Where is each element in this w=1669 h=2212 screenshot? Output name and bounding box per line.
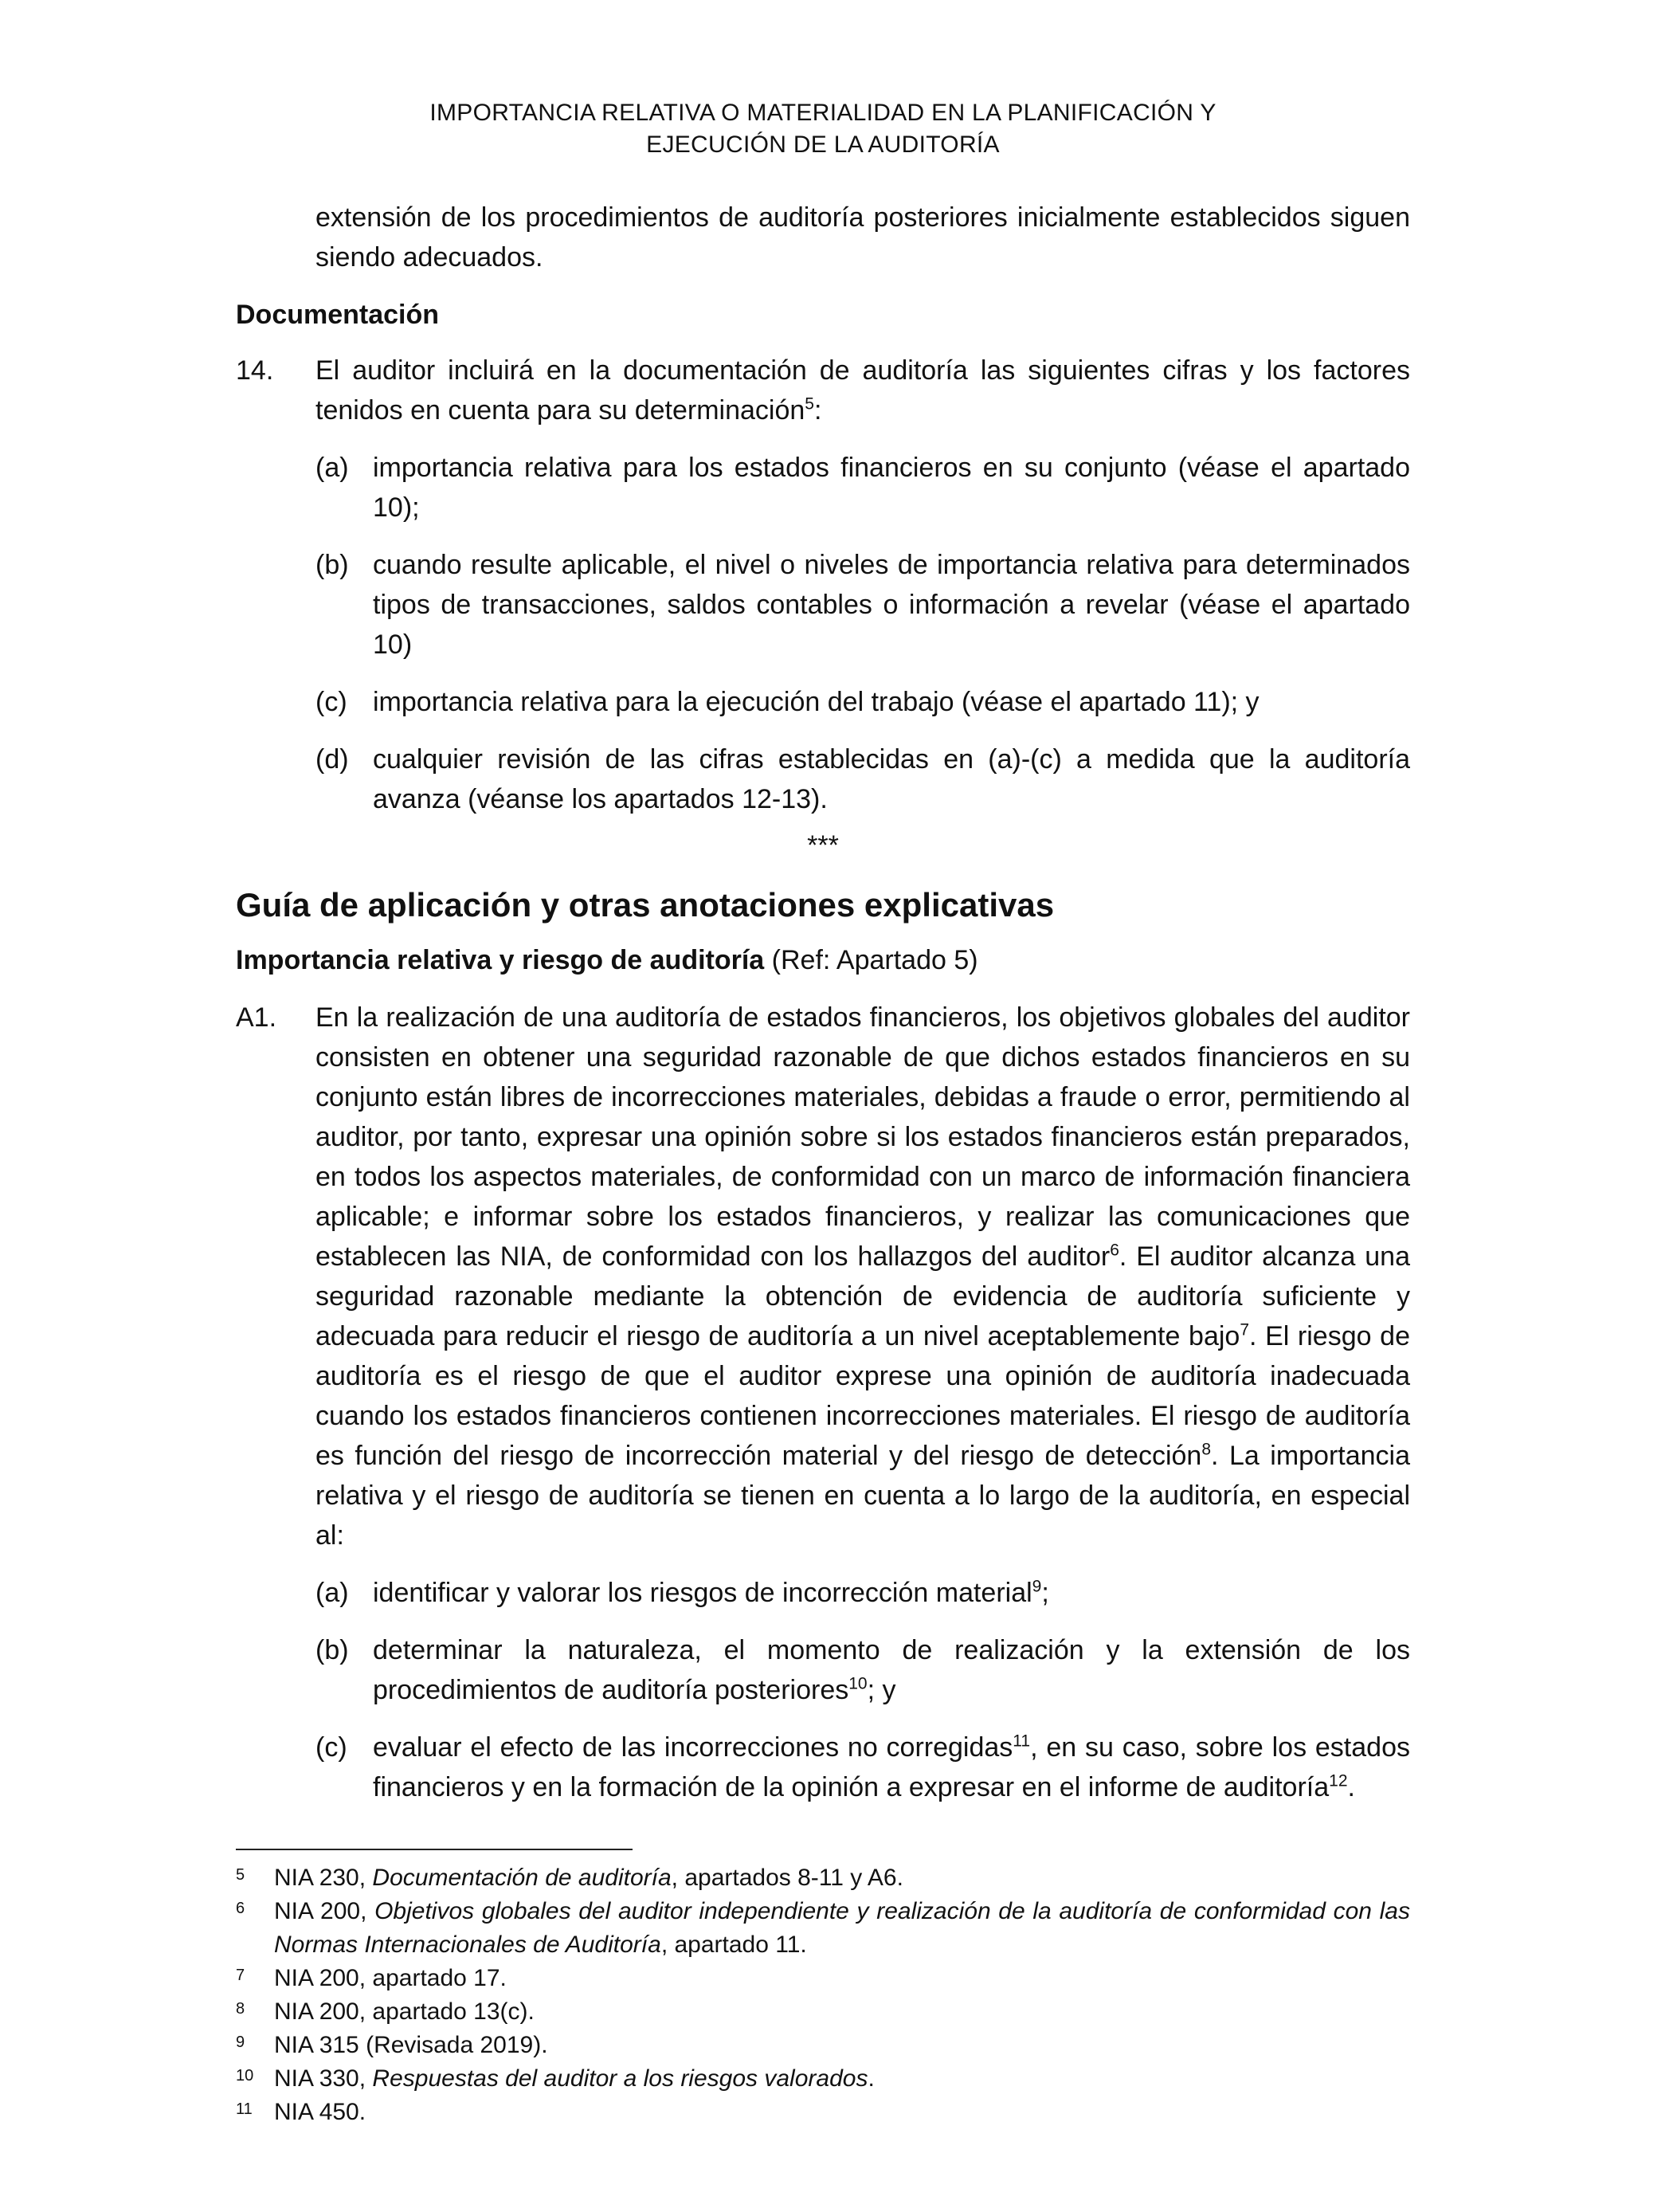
footnote	[236, 2029, 1410, 2062]
list-item-label: (c)	[315, 687, 347, 717]
footnote-text-plain: NIA 200,	[274, 1898, 375, 1924]
list-item	[315, 682, 1410, 722]
list-item	[315, 545, 1410, 665]
footnote-number: 9	[236, 2034, 245, 2051]
footnote-text-plain: , apartado 11.	[660, 1932, 807, 1958]
footnote-ref-10[interactable]: 10	[848, 1674, 868, 1693]
paragraph-a1-part: . El auditor alcanza una seguridad razonable mediante la obtención de evidencia de auditoría suficiente y adecuada para reducir el riesgo de auditoría a un nivel aceptablemente bajo	[315, 1241, 1410, 1351]
list-item-label: (b)	[315, 550, 349, 580]
footnote-number: 5	[236, 1866, 245, 1884]
list-item-label: (a)	[315, 1578, 349, 1608]
list-item-label: (d)	[315, 744, 349, 775]
paragraph-14-body: El auditor incluirá en la documentación de auditoría las siguientes cifras y los factores tenidos en cuenta para su determinación	[315, 355, 1410, 426]
footnote-number: 10	[236, 2067, 254, 2085]
footnote-divider	[236, 1849, 633, 1850]
footnote-number: 8	[236, 2000, 245, 2018]
paragraph-a1-part: . El riesgo de auditoría es el riesgo de que el auditor exprese una opinión de auditoría inadecuada cuando los estados financieros contienen incorrecciones materiales. El riesgo de auditoría es función del riesgo de incorrección material y del riesgo de detección	[315, 1321, 1410, 1471]
subheading-importancia	[236, 940, 1410, 980]
header-line-2: EJECUCIÓN DE LA AUDITORÍA	[646, 131, 1000, 158]
list-item	[315, 1630, 1410, 1710]
list-item-tail: ; y	[867, 1675, 896, 1705]
footnote	[236, 2062, 1410, 2096]
list-item-label: (b)	[315, 1635, 349, 1665]
footnote-ref-8[interactable]: 8	[1201, 1440, 1212, 1459]
footnote-ref-11[interactable]: 11	[1013, 1732, 1031, 1751]
footnote-text	[274, 1895, 1410, 1962]
footnote-text	[274, 2062, 1410, 2096]
paragraph-a1-part: En la realización de una auditoría de estados financieros, los objetivos globales del auditor consisten en obtener una seguridad razonable de que dichos estados financieros en su conjunto están libres de incorrecciones materiales, debidas a fraude o error, permitiendo al auditor, por tanto, expresar una opinión sobre si los estados financieros están preparados, en todos los aspectos materiales, de conformidad con un marco de información financiera aplicable; e informar sobre los estados financieros, y realizar las comunicaciones que establecen las NIA, de conformidad con los hallazgos del auditor	[315, 1002, 1410, 1272]
footnote-ref-12[interactable]: 12	[1329, 1771, 1348, 1790]
footnote-text-plain: NIA 230,	[274, 1865, 373, 1891]
list-item-text: cualquier revisión de las cifras establecidas en (a)-(c) a medida que la auditoría avanza (véanse los apartados 12-13).	[373, 744, 1410, 814]
footnote	[236, 1995, 1410, 2029]
footnote-text-plain: NIA 315 (Revisada 2019).	[274, 2032, 548, 2058]
footnote-text-plain: NIA 200, apartado 13(c).	[274, 1998, 535, 2025]
subheading-ref: (Ref: Apartado 5)	[764, 945, 978, 975]
paragraph-14	[236, 351, 1410, 430]
footnotes	[236, 1861, 1410, 2129]
list-item-label: (c)	[315, 1732, 347, 1763]
list-item-text	[373, 1630, 1410, 1710]
footnote-number: 7	[236, 1967, 245, 1984]
footnote-ref-5[interactable]: 5	[805, 394, 814, 414]
footnote-ref-6[interactable]: 6	[1110, 1241, 1119, 1260]
list-item-body: evaluar el efecto de las incorrecciones no corregidas	[373, 1732, 1013, 1763]
footnote-text-plain: NIA 330,	[274, 2065, 373, 2092]
footnote-text	[274, 1861, 1410, 1895]
footnote	[236, 1895, 1410, 1962]
footnote	[236, 2096, 1410, 2129]
paragraph-a1-part: . La importancia relativa y el riesgo de auditoría se tienen en cuenta a lo largo de la auditoría, en especial al:	[315, 1441, 1411, 1551]
footnote-number: 11	[236, 2100, 253, 2118]
footnote-number: 6	[236, 1900, 245, 1917]
footnote-ref-9[interactable]: 9	[1032, 1577, 1042, 1596]
footnote-ref-7[interactable]: 7	[1240, 1320, 1249, 1339]
list-item	[315, 1728, 1410, 1807]
list-item	[315, 1573, 1410, 1613]
footnote-text	[274, 1962, 1410, 1995]
footnote-text-italic: Documentación de auditoría	[372, 1865, 672, 1891]
list-item-tail: .	[1347, 1772, 1355, 1802]
footnote	[236, 1962, 1410, 1995]
section-separator: ***	[807, 830, 839, 861]
list-item	[315, 739, 1410, 819]
section-heading-documentacion: Documentación	[236, 300, 440, 330]
paragraph-number: 14.	[236, 355, 274, 386]
list-item-label: (a)	[315, 453, 349, 483]
footnote-text	[274, 1995, 1410, 2029]
paragraph-a1-text	[315, 998, 1410, 1555]
paragraph-14-text	[315, 351, 1410, 430]
list-item-body: identificar y valorar los riesgos de incorrección material	[373, 1578, 1032, 1608]
header-line-1: IMPORTANCIA RELATIVA O MATERIALIDAD EN LA PLANIFICACIÓN Y	[429, 100, 1216, 126]
footnote-text-plain: .	[868, 2065, 875, 2092]
paragraph-14-tail: :	[813, 395, 822, 426]
footnote-text-italic: Respuestas del auditor a los riesgos valorados	[372, 2065, 868, 2092]
running-header	[236, 97, 1410, 161]
footnote-text	[274, 2096, 1410, 2129]
list-item-text	[373, 1728, 1410, 1807]
section-heading-guia: Guía de aplicación y otras anotaciones explicativas	[236, 886, 1055, 924]
footnote-text-plain: NIA 200, apartado 17.	[274, 1965, 507, 1991]
main-content	[236, 198, 1410, 1807]
list-item-text: importancia relativa para los estados financieros en su conjunto (véase el apartado 10);	[373, 453, 1410, 523]
footnote-text-italic: Objetivos globales del auditor independiente y realización de la auditoría de conformidad con las Normas Internacionales de Auditoría	[274, 1898, 1410, 1958]
footnote-text-plain: NIA 450.	[274, 2099, 366, 2125]
paragraph-a1	[236, 998, 1410, 1555]
list-item-body: determinar la naturaleza, el momento de realización y la extensión de los procedimientos de auditoría posteriores	[373, 1635, 1410, 1705]
footnote-text	[274, 2029, 1410, 2062]
intro-continuation: extensión de los procedimientos de auditoría posteriores inicialmente establecidos siguen siendo adecuados.	[315, 202, 1410, 273]
subheading-title: Importancia relativa y riesgo de auditoría	[236, 945, 765, 975]
list-item-text: importancia relativa para la ejecución del trabajo (véase el apartado 11); y	[373, 687, 1260, 717]
list-item-body: , en su caso, sobre los estados financieros y en la formación de la opinión a expresar en el informe de auditoría	[373, 1732, 1410, 1802]
footnote	[236, 1861, 1410, 1895]
list-item-tail: ;	[1041, 1578, 1049, 1608]
list-item-text	[373, 1573, 1410, 1613]
paragraph-number: A1.	[236, 1002, 277, 1033]
list-item-text: cuando resulte aplicable, el nivel o niveles de importancia relativa para determinados tipos de transacciones, saldos contables o información a revelar (véase el apartado 10)	[373, 550, 1410, 660]
footnote-text-plain: , apartados 8-11 y A6.	[671, 1865, 903, 1891]
list-item	[315, 448, 1410, 528]
